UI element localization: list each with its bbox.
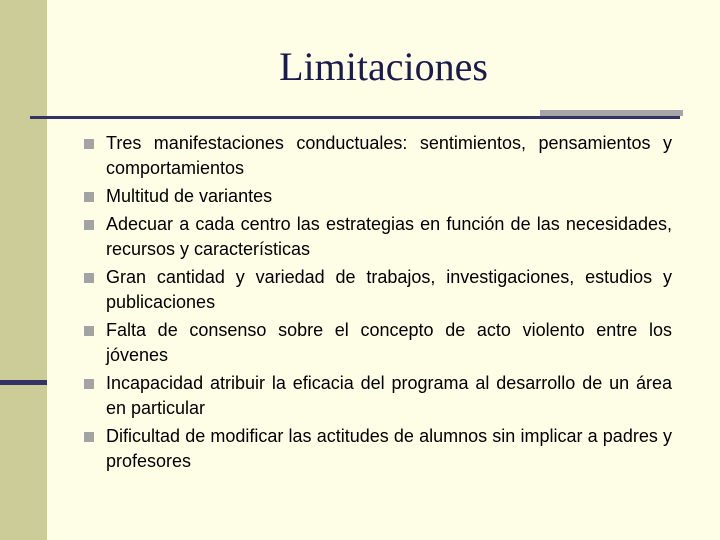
bullet-text: Dificultad de modificar las actitudes de alumnos sin implicar a padres y profesores <box>106 426 672 471</box>
square-bullet-icon <box>84 273 94 283</box>
bullet-item <box>84 212 672 262</box>
square-bullet-icon <box>84 139 94 149</box>
bullet-item <box>84 371 672 421</box>
square-bullet-icon <box>84 192 94 202</box>
bullet-text: Adecuar a cada centro las estrategias en función de las necesidades, recursos y características <box>106 214 672 259</box>
bullet-item <box>84 318 672 368</box>
left-decorative-band <box>0 0 47 540</box>
square-bullet-icon <box>84 379 94 389</box>
bullet-item <box>84 424 672 474</box>
square-bullet-icon <box>84 220 94 230</box>
bullet-text: Multitud de variantes <box>106 186 273 206</box>
bullet-text: Incapacidad atribuir la eficacia del programa al desarrollo de un área en particular <box>106 373 672 418</box>
title-rule <box>30 116 680 119</box>
bullet-item <box>84 131 672 181</box>
left-accent-bar <box>0 380 47 385</box>
bullet-text: Tres manifestaciones conductuales: sentimientos, pensamientos y comportamientos <box>106 133 672 178</box>
bullet-text: Falta de consenso sobre el concepto de acto violento entre los jóvenes <box>106 320 672 365</box>
slide-title: Limitaciones <box>279 44 488 89</box>
square-bullet-icon <box>84 326 94 336</box>
bullet-item <box>84 184 672 209</box>
bullet-text: Gran cantidad y variedad de trabajos, investigaciones, estudios y publicaciones <box>106 267 672 312</box>
bullet-item <box>84 265 672 315</box>
square-bullet-icon <box>84 432 94 442</box>
bullet-list <box>84 131 672 477</box>
